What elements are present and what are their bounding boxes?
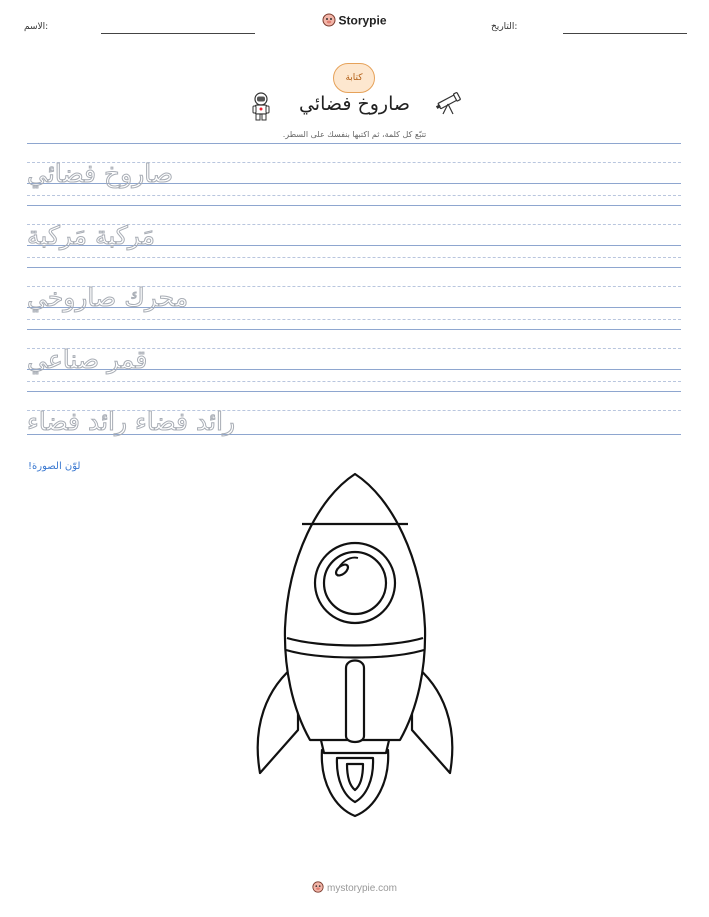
page-title: صاروخ فضائي bbox=[298, 93, 411, 115]
trace-row[interactable] bbox=[27, 329, 681, 391]
name-line[interactable] bbox=[101, 33, 255, 34]
date-label: التاريخ: bbox=[491, 22, 518, 32]
pig-logo-icon bbox=[322, 13, 336, 30]
trace-text: مَركبة مَركبة bbox=[27, 221, 156, 250]
trace-row[interactable] bbox=[27, 143, 681, 205]
date-line[interactable] bbox=[563, 33, 687, 34]
instruction-text: تتبّع كل كلمة، ثم اكتبها بنفسك على السطر. bbox=[282, 130, 427, 139]
name-label: الاسم: bbox=[24, 22, 49, 32]
trace-row[interactable] bbox=[27, 391, 681, 436]
trace-text: صاروخ فضائي bbox=[27, 159, 174, 188]
trace-text: محرك صاروخي bbox=[27, 283, 189, 312]
trace-text: رائد فضاء رائد فضاء bbox=[27, 407, 236, 436]
brand-logo bbox=[0, 13, 709, 30]
rocket-illustration[interactable] bbox=[240, 468, 470, 822]
coloring-prompt: لوّن الصورة! bbox=[28, 461, 81, 472]
footer-link[interactable]: mystorypie.com bbox=[326, 883, 397, 895]
trace-row[interactable] bbox=[27, 267, 681, 329]
trace-text: قمر صناعي bbox=[27, 345, 148, 374]
brand-name: Storypie bbox=[338, 13, 387, 28]
trace-row[interactable] bbox=[27, 205, 681, 267]
footer bbox=[0, 881, 709, 896]
telescope-icon bbox=[434, 91, 464, 119]
pig-logo-icon bbox=[312, 881, 324, 896]
category-badge: كتابة bbox=[333, 63, 375, 93]
